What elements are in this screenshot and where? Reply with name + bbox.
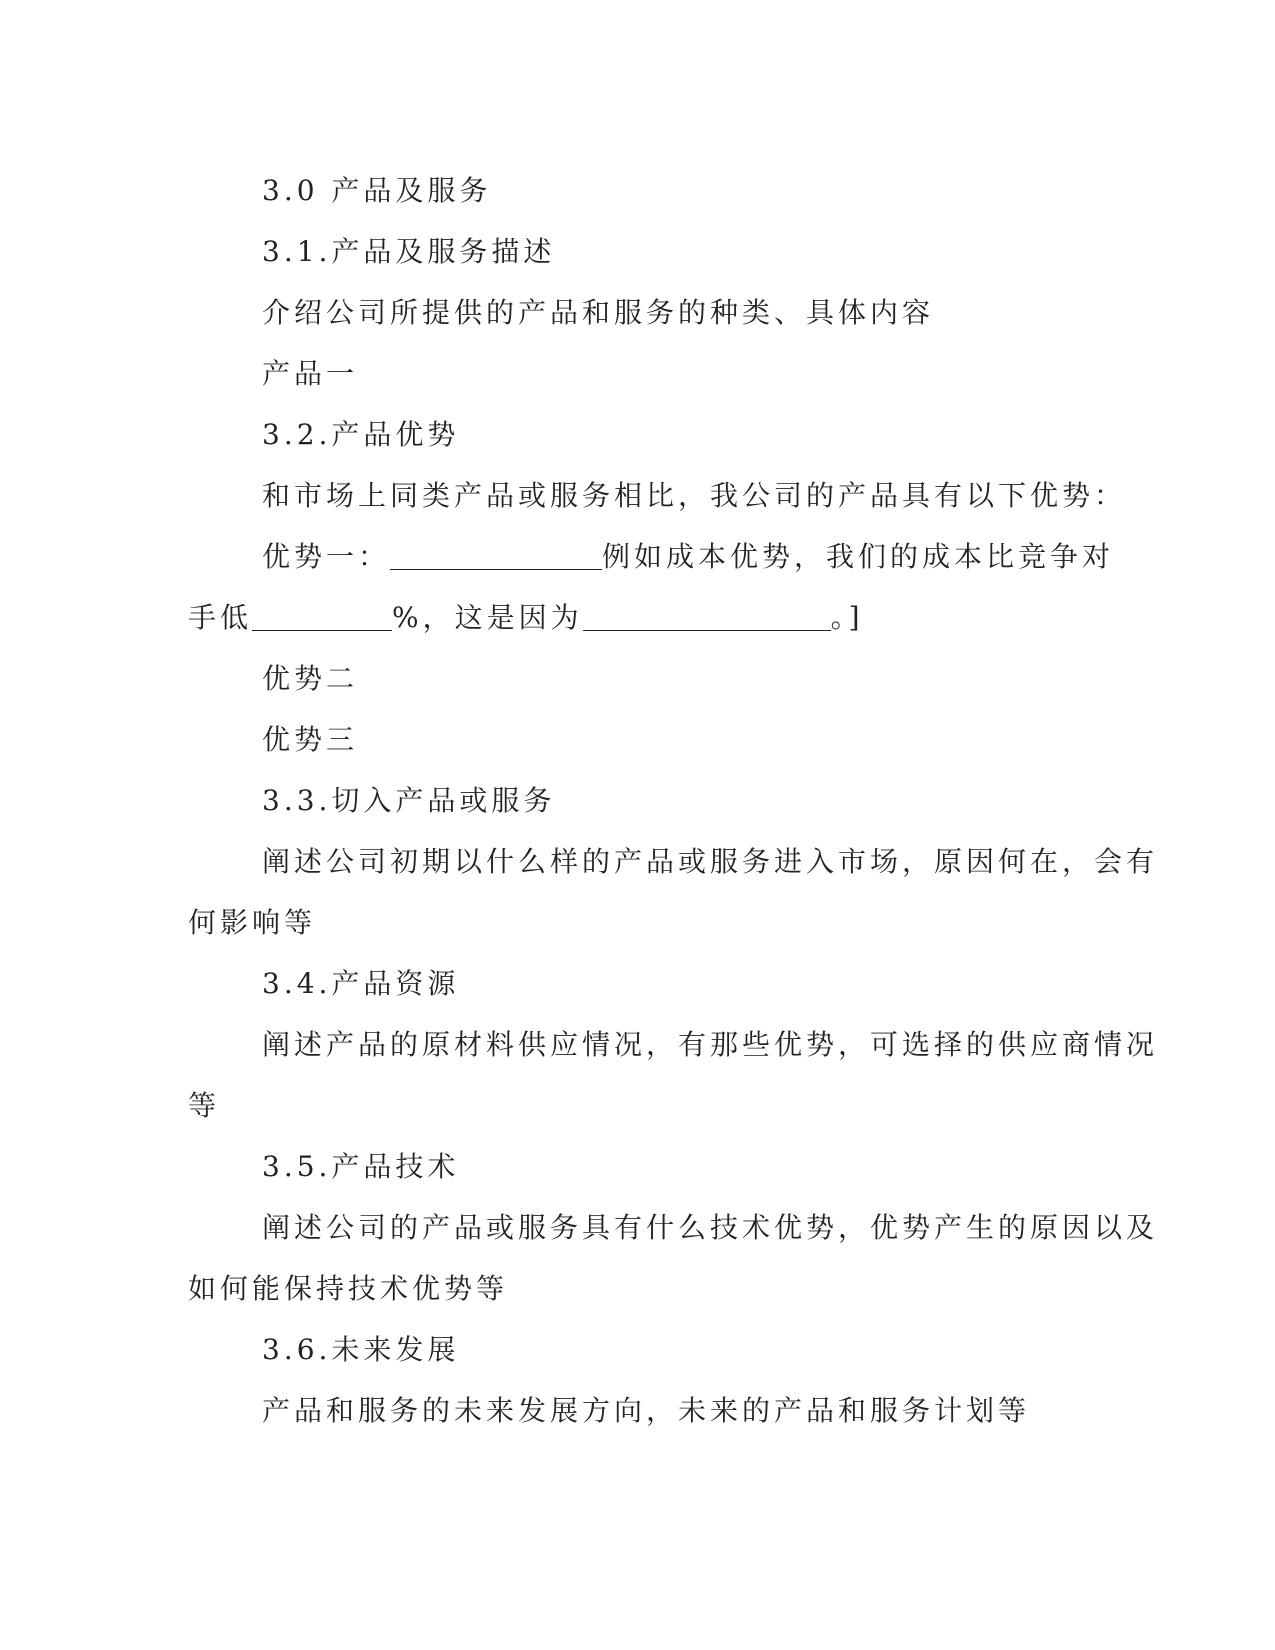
advantage-one-text-b: 手低: [188, 601, 253, 634]
paragraph-3-4-line-1: 阐述产品的原材料供应情况，有那些优势，可选择的供应商情况: [262, 1028, 1159, 1061]
heading-3-1: 3.1.产品及服务描述: [262, 235, 556, 268]
heading-3-6: 3.6.未来发展: [262, 1333, 460, 1366]
paragraph-3-1: 介绍公司所提供的产品和服务的种类、具体内容: [262, 296, 935, 329]
blank-field-percent: [252, 600, 392, 631]
heading-3-4: 3.4.产品资源: [262, 967, 460, 1000]
blank-field-reason: [583, 600, 831, 631]
paragraph-3-5-line-2: 如何能保持技术优势等: [188, 1272, 509, 1305]
advantage-one-prefix: 优势一：: [262, 540, 391, 573]
heading-3-2: 3.2.产品优势: [262, 418, 460, 451]
advantage-three-label: 优势三: [262, 723, 359, 756]
paragraph-3-5-line-1: 阐述公司的产品或服务具有什么技术优势，优势产生的原因以及: [262, 1211, 1159, 1244]
paragraph-3-6: 产品和服务的未来发展方向，未来的产品和服务计划等: [262, 1394, 1031, 1427]
paragraph-3-2: 和市场上同类产品或服务相比，我公司的产品具有以下优势：: [262, 479, 1127, 512]
blank-field-advantage: [390, 539, 602, 570]
paragraph-3-4: [188, 1014, 1159, 1136]
advantage-two-label: 优势二: [262, 662, 359, 695]
heading-3-3: 3.3.切入产品或服务: [262, 784, 556, 817]
paragraph-3-5: [188, 1197, 1159, 1319]
advantage-one-text-a: 例如成本优势，我们的成本比竞争对: [602, 540, 1115, 573]
paragraph-3-3: [188, 831, 1159, 953]
paragraph-3-4-line-2: 等: [188, 1089, 221, 1122]
heading-3-0: 3.0 产品及服务: [262, 174, 492, 207]
advantage-one-paragraph: [188, 526, 1115, 648]
advantage-one-text-d: 。]: [830, 601, 864, 634]
paragraph-3-3-line-1: 阐述公司初期以什么样的产品或服务进入市场，原因何在，会有: [262, 845, 1159, 878]
document-body: [188, 160, 1159, 1441]
product-one-label: 产品一: [262, 357, 359, 390]
paragraph-3-3-line-2: 何影响等: [188, 906, 317, 939]
advantage-one-text-c: %，这是因为: [392, 601, 583, 634]
heading-3-5: 3.5.产品技术: [262, 1150, 460, 1183]
advantage-one-line-1: [188, 526, 1115, 587]
advantage-one-line-2: [188, 587, 1068, 648]
